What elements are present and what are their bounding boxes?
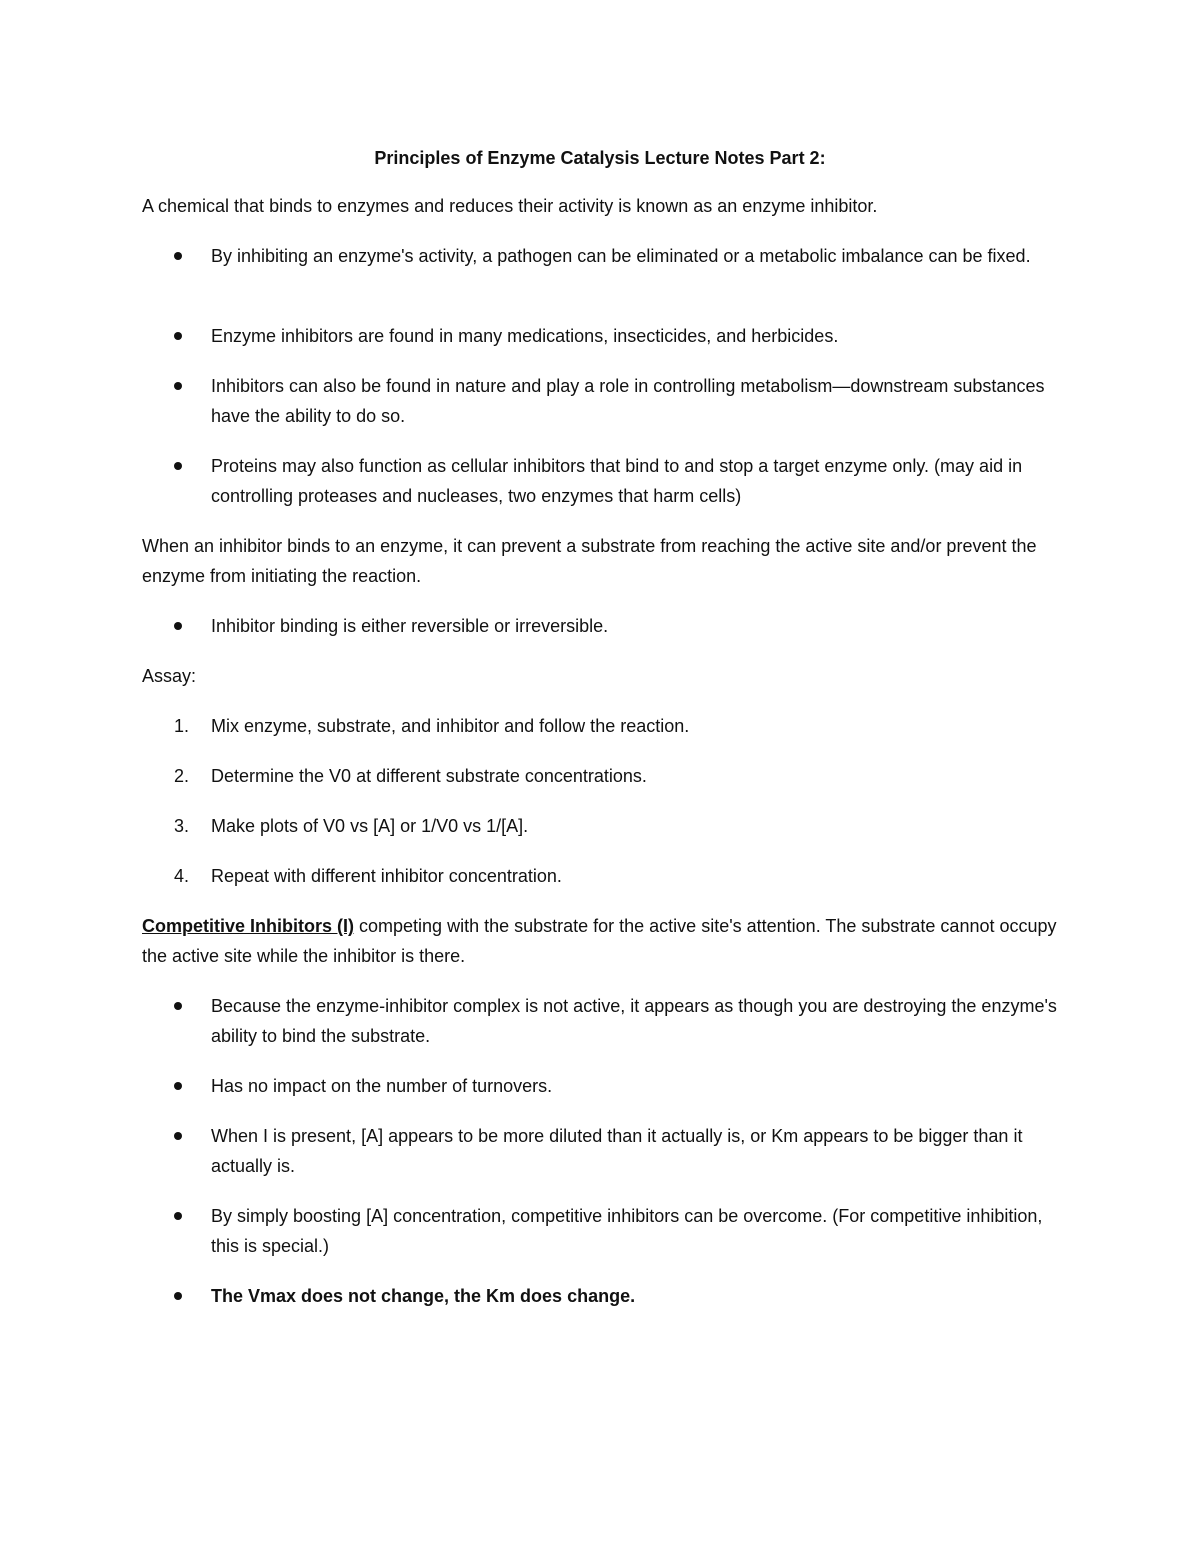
step-number: 4. [174,866,190,886]
list-item-text: When I is present, [A] appears to be more diluted than it actually is, or Km appears to be bigger than it actually is. [211,1126,1023,1176]
numbered-item [142,861,1072,891]
step-number: 3. [174,816,190,836]
list-item [142,991,1072,1051]
numbered-item [142,761,1072,791]
bullet-icon [174,1002,182,1010]
numbered-item [142,711,1072,741]
step-text: Mix enzyme, substrate, and inhibitor and follow the reaction. [211,716,690,736]
list-item [142,1201,1072,1261]
bullet-icon [174,1292,182,1300]
list-item [142,371,1072,431]
intro-paragraph: A chemical that binds to enzymes and reduces their activity is known as an enzyme inhibitor. [142,196,878,216]
competitive-text: competing with the substrate for the active site's attention. The substrate cannot occupy the active site while the inhibitor is there. [142,916,1057,966]
list-item [142,611,1072,641]
list-item-text: Inhibitors can also be found in nature and play a role in controlling metabolism—downstream substances have the ability to do so. [211,376,1045,426]
bullet-icon [174,462,182,470]
assay-label: Assay: [142,666,197,686]
bullet-icon [174,252,182,260]
list-item-text: By simply boosting [A] concentration, competitive inhibitors can be overcome. (For competitive inhibition, this is special.) [211,1206,1043,1256]
competitive-heading: Competitive Inhibitors (I) [142,916,355,936]
list-item [142,1281,1072,1311]
step-text: Make plots of V0 vs [A] or 1/V0 vs 1/[A]. [211,816,529,836]
bullet-icon [174,382,182,390]
list-item-text: Inhibitor binding is either reversible or irreversible. [211,616,609,636]
list-item [142,321,1072,351]
list-item [142,1071,1072,1101]
step-number: 1. [174,716,190,736]
competitive-paragraph [142,911,1072,971]
step-number: 2. [174,766,190,786]
list-item-text: By inhibiting an enzyme's activity, a pathogen can be eliminated or a metabolic imbalance can be fixed. [211,246,1031,266]
list-item [142,451,1072,511]
numbered-item [142,811,1072,841]
binding-paragraph: When an inhibitor binds to an enzyme, it can prevent a substrate from reaching the active site and/or prevent the enzyme from initiating the reaction. [142,536,1037,586]
list-item-text: Because the enzyme-inhibitor complex is not active, it appears as though you are destroying the enzyme's ability to bind the substrate. [211,996,1057,1046]
bullet-icon [174,622,182,630]
step-text: Repeat with different inhibitor concentration. [211,866,562,886]
list-item-text: Enzyme inhibitors are found in many medications, insecticides, and herbicides. [211,326,839,346]
list-item-text: Proteins may also function as cellular inhibitors that bind to and stop a target enzyme only. (may aid in controlling proteases and nucleases, two enzymes that harm cells) [211,456,1023,506]
document-title: Principles of Enzyme Catalysis Lecture Notes Part 2: [374,148,826,168]
bullet-icon [174,1132,182,1140]
bullet-icon [174,1212,182,1220]
list-item [142,241,1072,271]
list-item [142,1121,1072,1181]
step-text: Determine the V0 at different substrate concentrations. [211,766,647,786]
list-item-text: Has no impact on the number of turnovers. [211,1076,553,1096]
bullet-icon [174,332,182,340]
list-item-text: The Vmax does not change, the Km does change. [211,1286,636,1306]
bullet-icon [174,1082,182,1090]
